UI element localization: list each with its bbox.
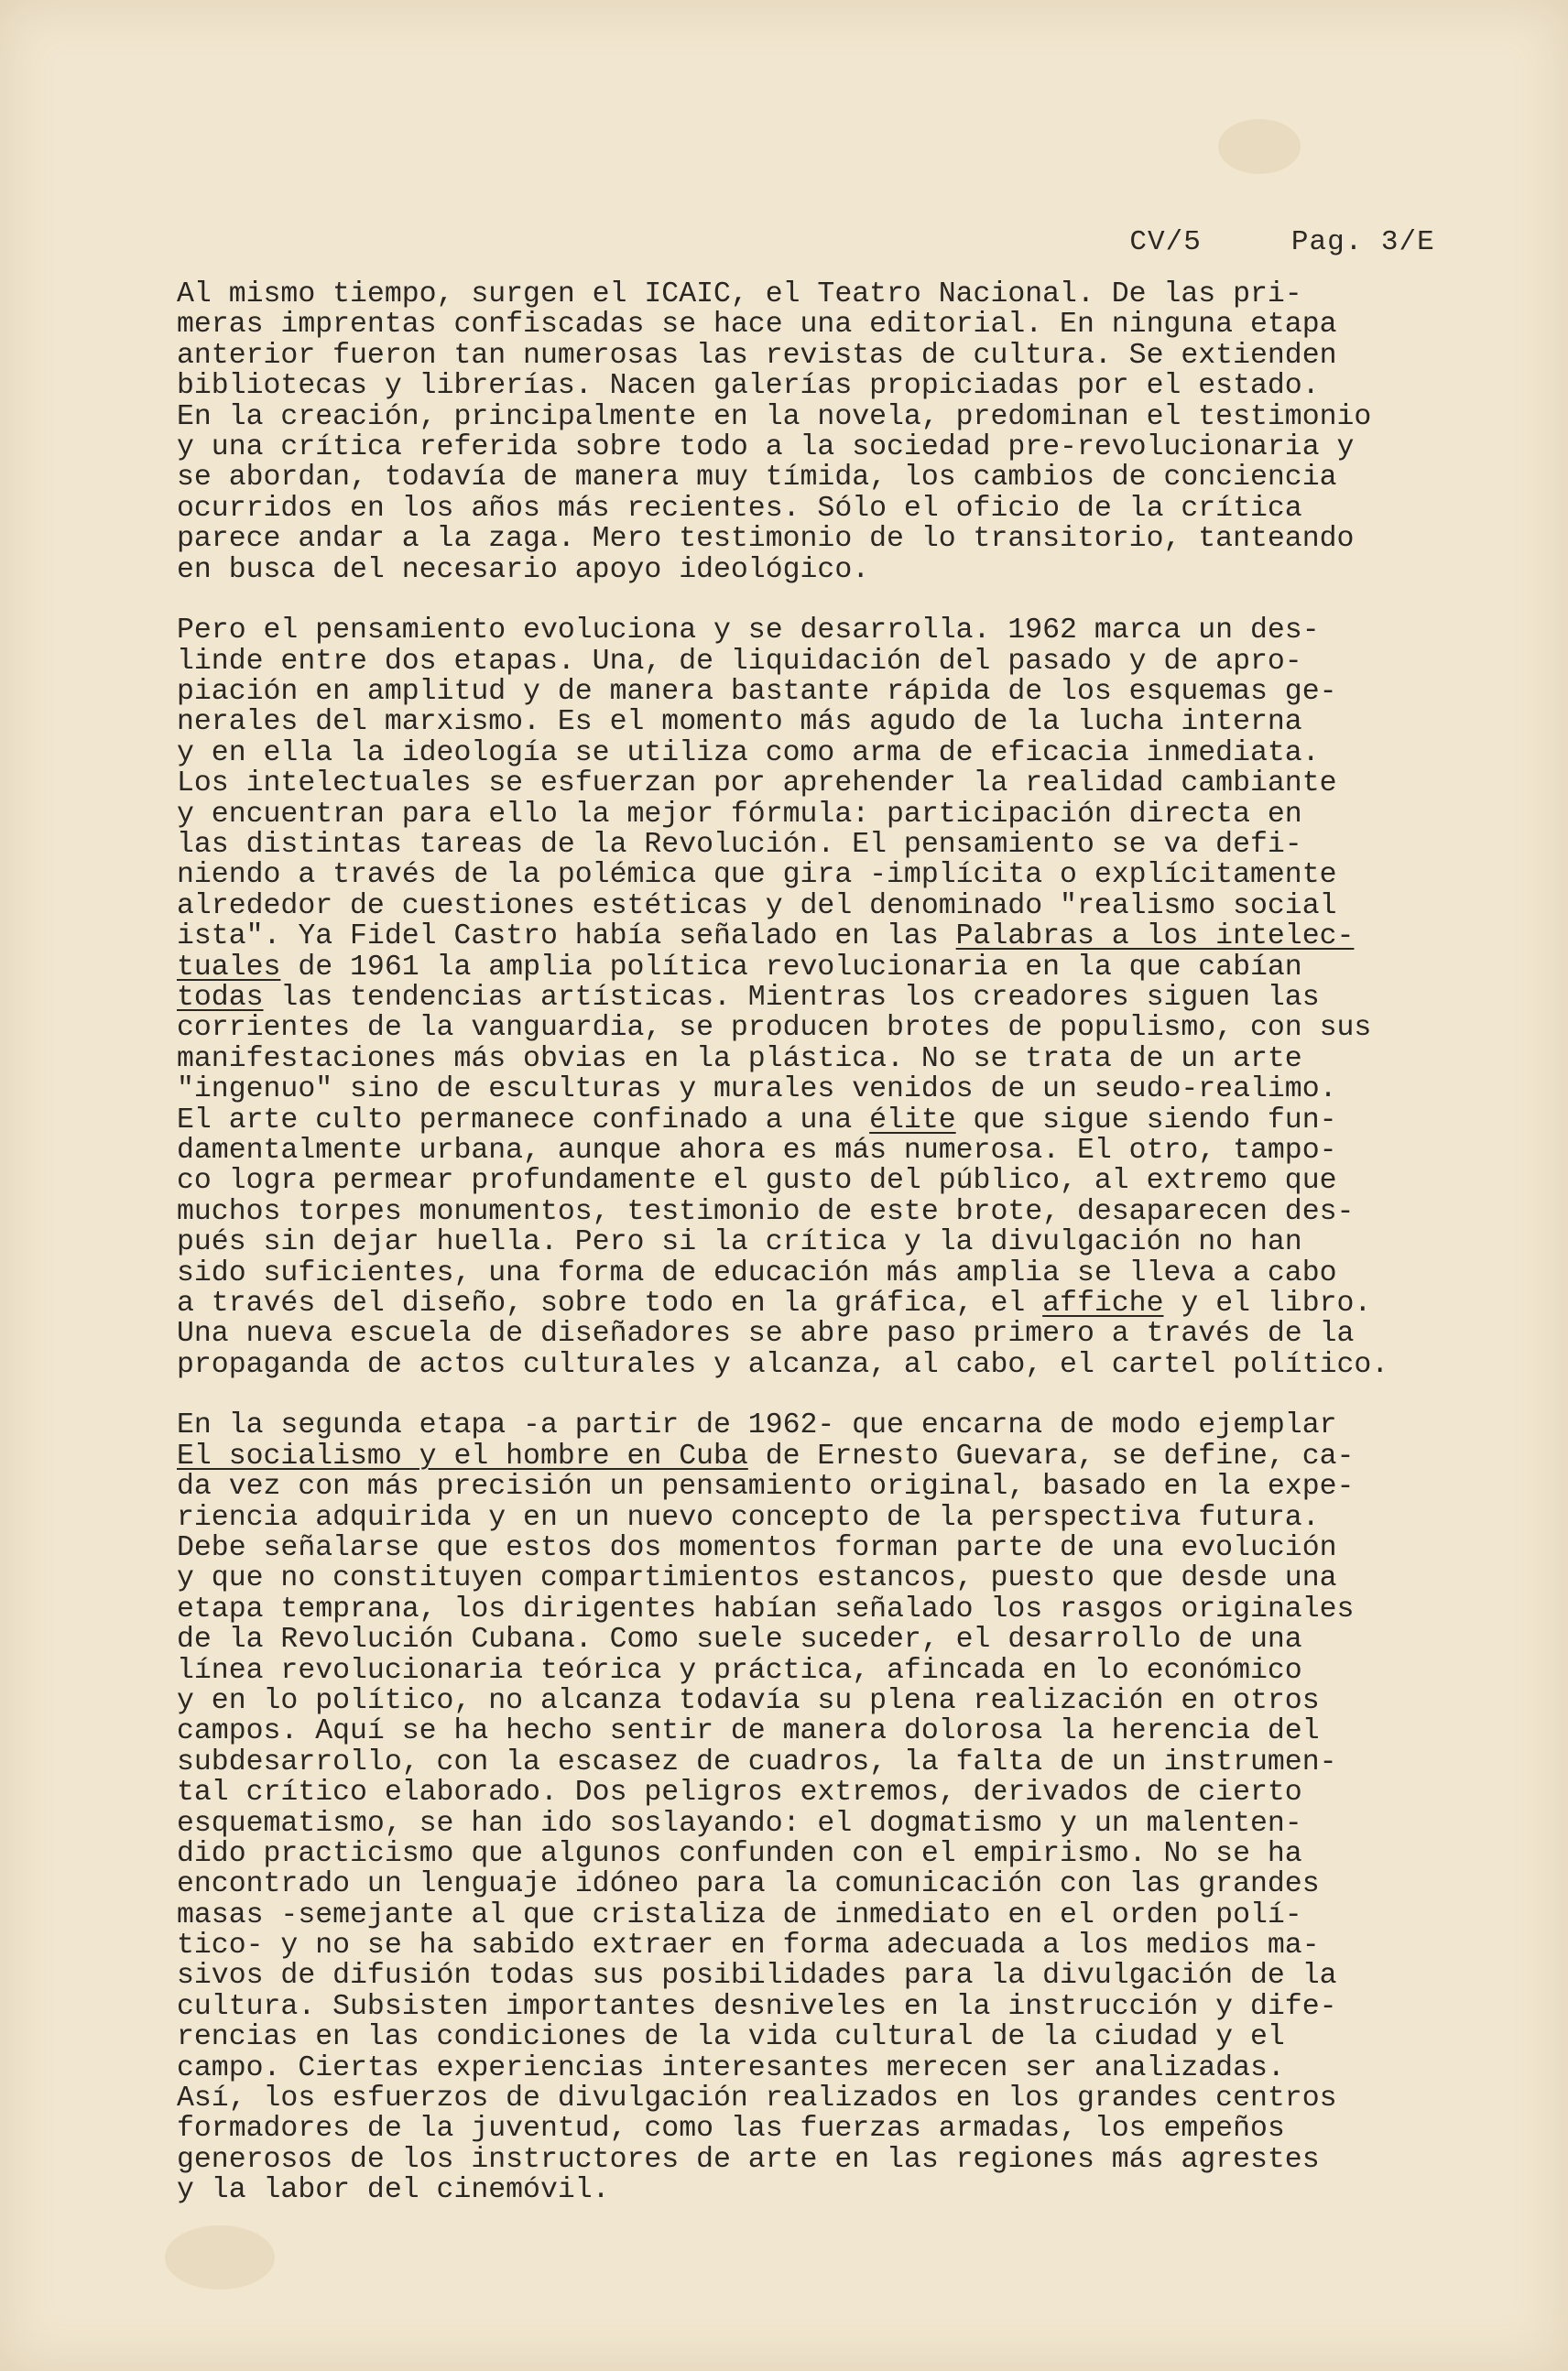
text-line: y en lo político, no alcanza todavía su plena realización en otros (177, 1684, 1320, 1717)
text-line: En la creación, principalmente en la novela, predominan el testimonio (177, 400, 1372, 433)
text-line: y la labor del cinemóvil. (177, 2174, 610, 2207)
text-line: Una nueva escuela de diseñadores se abre paso primero a través de la (177, 1318, 1355, 1351)
underlined-title: todas (177, 981, 264, 1014)
text-line: a través del diseño, sobre todo en la gráfica, el affiche y el libro. (177, 1287, 1372, 1320)
text-line: Los intelectuales se esfuerzan por aprehender la realidad cambiante (177, 767, 1337, 800)
text-line: encontrado un lenguaje idóneo para la comunicación con las grandes (177, 1868, 1320, 1901)
text-line: en busca del necesario apoyo ideológico. (177, 553, 870, 586)
text-line: de la Revolución Cubana. Como suele suceder, el desarrollo de una (177, 1624, 1302, 1657)
text-line: tico- y no se ha sabido extraer en forma adecuada a los medios ma- (177, 1930, 1320, 1963)
text-line: sido suficientes, una forma de educación más amplia se lleva a cabo (177, 1256, 1337, 1289)
text-line: todas las tendencias artísticas. Mientras los creadores siguen las (177, 981, 1320, 1014)
paragraph (177, 279, 1496, 585)
text-line: piación en amplitud y de manera bastante rápida de los esquemas ge- (177, 676, 1337, 709)
page-header (1058, 194, 1435, 290)
text-line: formadores de la juventud, como las fuerzas armadas, los empeños (177, 2113, 1285, 2146)
text-line: y encuentran para ello la mejor fórmula: participación directa en (177, 798, 1302, 831)
underlined-title: affiche (1042, 1287, 1164, 1320)
text-line: meras imprentas confiscadas se hace una editorial. En ninguna etapa (177, 309, 1337, 342)
paper-stain (1218, 119, 1301, 174)
paragraph (177, 615, 1496, 1380)
paragraph (177, 1410, 1496, 2205)
typewritten-body (177, 279, 1496, 2236)
text-line: nerales del marxismo. Es el momento más agudo de la lucha interna (177, 706, 1302, 739)
text-line: Al mismo tiempo, surgen el ICAIC, el Teatro Nacional. De las pri- (177, 278, 1302, 310)
text-line: tuales de 1961 la amplia política revolucionaria en la que cabían (177, 951, 1302, 984)
text-line: y una crítica referida sobre todo a la sociedad pre-revolucionaria y (177, 430, 1355, 463)
text-line: "ingenuo" sino de esculturas y murales venidos de un seudo-realimo. (177, 1073, 1337, 1106)
text-line: subdesarrollo, con la escasez de cuadros, la falta de un instrumen- (177, 1746, 1337, 1778)
text-line: corrientes de la vanguardia, se producen brotes de populismo, con sus (177, 1012, 1372, 1045)
text-line: y en ella la ideología se utiliza como arma de eficacia inmediata. (177, 736, 1320, 769)
text-line: El socialismo y el hombre en Cuba de Ernesto Guevara, se define, ca- (177, 1440, 1355, 1473)
text-line: propaganda de actos culturales y alcanza, al cabo, el cartel político. (177, 1348, 1389, 1381)
text-line: anterior fueron tan numerosas las revistas de cultura. Se extienden (177, 339, 1337, 372)
text-line: linde entre dos etapas. Una, de liquidación del pasado y de apro- (177, 645, 1302, 678)
underlined-title: El socialismo y el hombre en Cuba (177, 1440, 748, 1473)
text-line: bibliotecas y librerías. Nacen galerías propiciadas por el estado. (177, 370, 1320, 403)
text-line: damentalmente urbana, aunque ahora es más numerosa. El otro, tampo- (177, 1134, 1337, 1167)
text-line: esquematismo, se han ido soslayando: el dogmatismo y un malenten- (177, 1807, 1302, 1840)
text-line: cultura. Subsisten importantes desniveles en la instrucción y dife- (177, 1990, 1337, 2023)
text-line: alrededor de cuestiones estéticas y del denominado "realismo social (177, 889, 1337, 922)
text-line: co logra permear profundamente el gusto del público, al extremo que (177, 1165, 1337, 1198)
text-line: El arte culto permanece confinado a una élite que sigue siendo fun- (177, 1104, 1337, 1137)
document-code: CV/5 (1129, 226, 1202, 258)
underlined-title: Palabras a los intelec- (955, 920, 1355, 953)
text-line: masas -semejante al que cristaliza de inmediato en el orden polí- (177, 1898, 1302, 1931)
text-line: generosos de los instructores de arte en las regiones más agrestes (177, 2143, 1320, 2176)
text-line: manifestaciones más obvias en la plástica. No se trata de un arte (177, 1042, 1302, 1075)
text-line: da vez con más precisión un pensamiento original, basado en la expe- (177, 1471, 1355, 1504)
text-line: dido practicismo que algunos confunden con el empirismo. No se ha (177, 1837, 1302, 1870)
text-line: tal crítico elaborado. Dos peligros extremos, derivados de cierto (177, 1777, 1302, 1810)
text-line: rencias en las condiciones de la vida cultural de la ciudad y el (177, 2021, 1285, 2054)
text-line: niendo a través de la polémica que gira -implícita o explícitamente (177, 859, 1337, 892)
page-number: Pag. 3/E (1290, 226, 1435, 258)
underlined-title: élite (869, 1104, 956, 1137)
underlined-title: tuales (177, 951, 281, 984)
text-line: ocurridos en los años más recientes. Sólo el oficio de la crítica (177, 492, 1302, 525)
text-line: riencia adquirida y en un nuevo concepto de la perspectiva futura. (177, 1501, 1320, 1534)
text-line: pués sin dejar huella. Pero si la crítica y la divulgación no han (177, 1226, 1302, 1259)
text-line: campos. Aquí se ha hecho sentir de manera dolorosa la herencia del (177, 1715, 1320, 1748)
text-line: Debe señalarse que estos dos momentos forman parte de una evolución (177, 1532, 1337, 1565)
text-line: Pero el pensamiento evoluciona y se desarrolla. 1962 marca un des- (177, 615, 1320, 647)
text-line: y que no constituyen compartimientos estancos, puesto que desde una (177, 1562, 1337, 1595)
text-line: etapa temprana, los dirigentes habían señalado los rasgos originales (177, 1593, 1355, 1626)
text-line: línea revolucionaria teórica y práctica, afincada en lo económico (177, 1654, 1302, 1687)
text-line: muchos torpes monumentos, testimonio de este brote, desaparecen des- (177, 1195, 1355, 1228)
text-line: sivos de difusión todas sus posibilidades para la divulgación de la (177, 1960, 1337, 1993)
text-line: En la segunda etapa -a partir de 1962- que encarna de modo ejemplar (177, 1409, 1337, 1442)
text-line: campo. Ciertas experiencias interesantes merecen ser analizadas. (177, 2051, 1285, 2084)
text-line: parece andar a la zaga. Mero testimonio de lo transitorio, tanteando (177, 523, 1355, 556)
text-line: ista". Ya Fidel Castro había señalado en las Palabras a los intelec- (177, 920, 1355, 953)
text-line: las distintas tareas de la Revolución. El pensamiento se va defi- (177, 829, 1302, 862)
text-line: se abordan, todavía de manera muy tímida, los cambios de conciencia (177, 462, 1337, 495)
text-line: Así, los esfuerzos de divulgación realizados en los grandes centros (177, 2083, 1337, 2115)
